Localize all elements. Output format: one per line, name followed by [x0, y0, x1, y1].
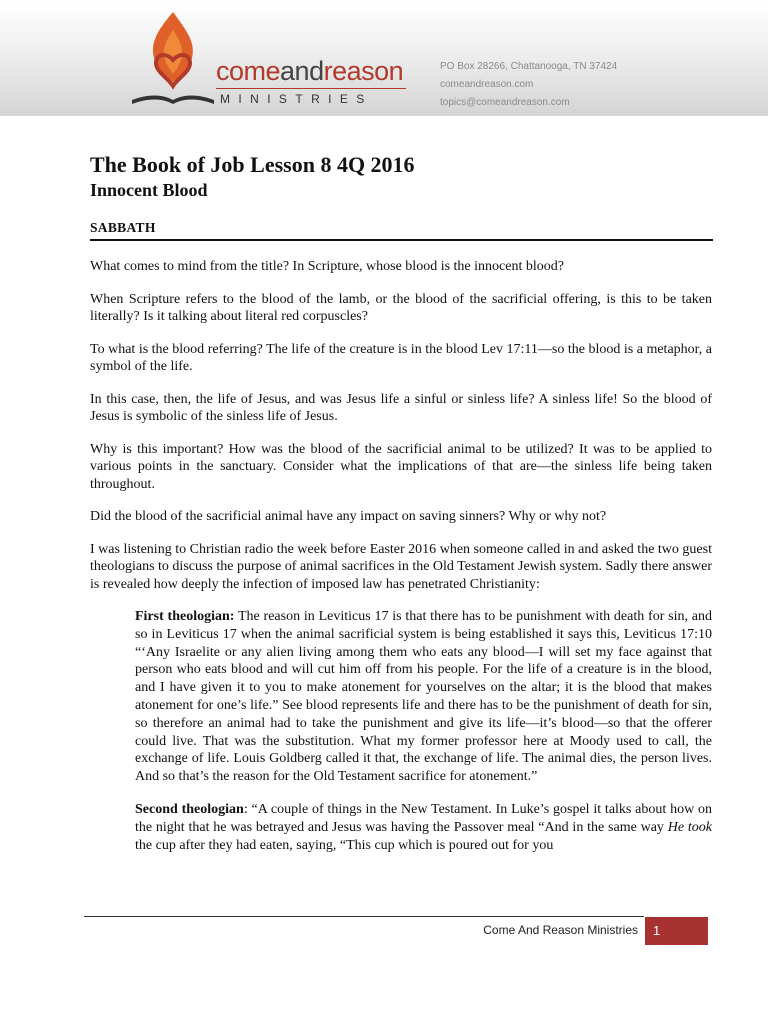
quote-first-theologian: [135, 608, 712, 786]
document-body: [90, 258, 712, 869]
footer-divider: [84, 916, 644, 917]
brand-divider: [216, 88, 406, 89]
paragraph: Did the blood of the sacrificial animal have any impact on saving sinners? Why or why not?: [90, 509, 607, 524]
paragraph: I was listening to Christian radio the week before Easter 2016 when someone called in and asked the two guest theologians to discuss the purpose of animal sacrifices in the Old Testament Jewish system. Sadly there answer is revealed how deeply the infection of imposed law has penetrated Christianity:: [90, 541, 713, 592]
quote-label: First theologian:: [135, 609, 235, 624]
quote-second-theologian: [135, 801, 712, 854]
letterhead: [0, 0, 768, 116]
flame-heart-book-logo: [128, 8, 218, 108]
contact-email: topics@comeandreason.com: [440, 97, 570, 108]
quote-italic: He took: [667, 819, 712, 835]
quoted-block: [135, 608, 712, 854]
footer-organization: Come And Reason Ministries: [483, 923, 638, 937]
brand-come: come: [216, 56, 281, 86]
document-subtitle: Innocent Blood: [90, 180, 208, 200]
document-title: The Book of Job Lesson 8 4Q 2016: [90, 152, 415, 177]
brand-wordmark: [216, 58, 403, 85]
section-heading: SABBATH: [90, 220, 156, 235]
contact-website: comeandreason.com: [440, 79, 534, 90]
contact-block: [440, 58, 617, 112]
quote-label: Second theologian: [135, 801, 244, 817]
paragraph: In this case, then, the life of Jesus, and was Jesus life a sinful or sinless life? A sinless life! So the blood of Jesus is symbolic of the sinless life of Jesus.: [90, 391, 712, 424]
paragraph: When Scripture refers to the blood of the lamb, or the blood of the sacrificial offering, is this to be taken literally? Is it talking about literal red corpuscles?: [90, 291, 712, 324]
brand-and: and: [280, 56, 324, 86]
quote-text: the cup after they had eaten, saying, “This cup which is poured out for you: [135, 837, 554, 853]
brand-reason: reason: [323, 56, 404, 86]
brand-subtitle: MINISTRIES: [220, 92, 373, 106]
paragraph: Why is this important? How was the blood of the sacrificial animal to be utilized? It was to be applied to various points in the sanctuary. Consider what the implications of that are—the sinless life being taken throughout.: [90, 441, 712, 492]
section-divider: [90, 239, 713, 241]
quote-text: The reason in Leviticus 17 is that there has to be punishment with death for sin, and so in Leviticus 17 when the animal sacrificial system is being established it says this, Leviticus 17:10 “‘Any Israelite or any alien living among them who eats any blood—I will set my face against that person who eats blood and will cut him off from his people. For the life of a creature is in the blood, and I have given it to you to make atonement for yourselves on the altar; it is the blood that makes atonement for one’s life.” See blood represents life and there has to be the punishment of death for sin, so therefore an animal had to take the punishment and give its life—it’s blood—so that the offerer could live. That was the substitution. What my former professor here at Moody used to call, the exchange of life. Louis Goldberg called it that, the exchange of life. The animal dies, the person lives. And so that’s the reason for the Old Testament sacrifice for atonement.”: [135, 609, 712, 785]
page-number: 1: [645, 917, 708, 945]
paragraph: What comes to mind from the title? In Scripture, whose blood is the innocent blood?: [90, 259, 564, 274]
contact-address: PO Box 28266, Chattanooga, TN 37424: [440, 61, 618, 72]
quote-text: : “A couple of things in the New Testament. In Luke’s gospel it talks about how on the night that he was betrayed and Jesus was having the Passover meal “And in the same way: [135, 801, 712, 835]
paragraph: To what is the blood referring? The life of the creature is in the blood Lev 17:11—so the blood is a metaphor, a symbol of the life.: [90, 341, 712, 374]
